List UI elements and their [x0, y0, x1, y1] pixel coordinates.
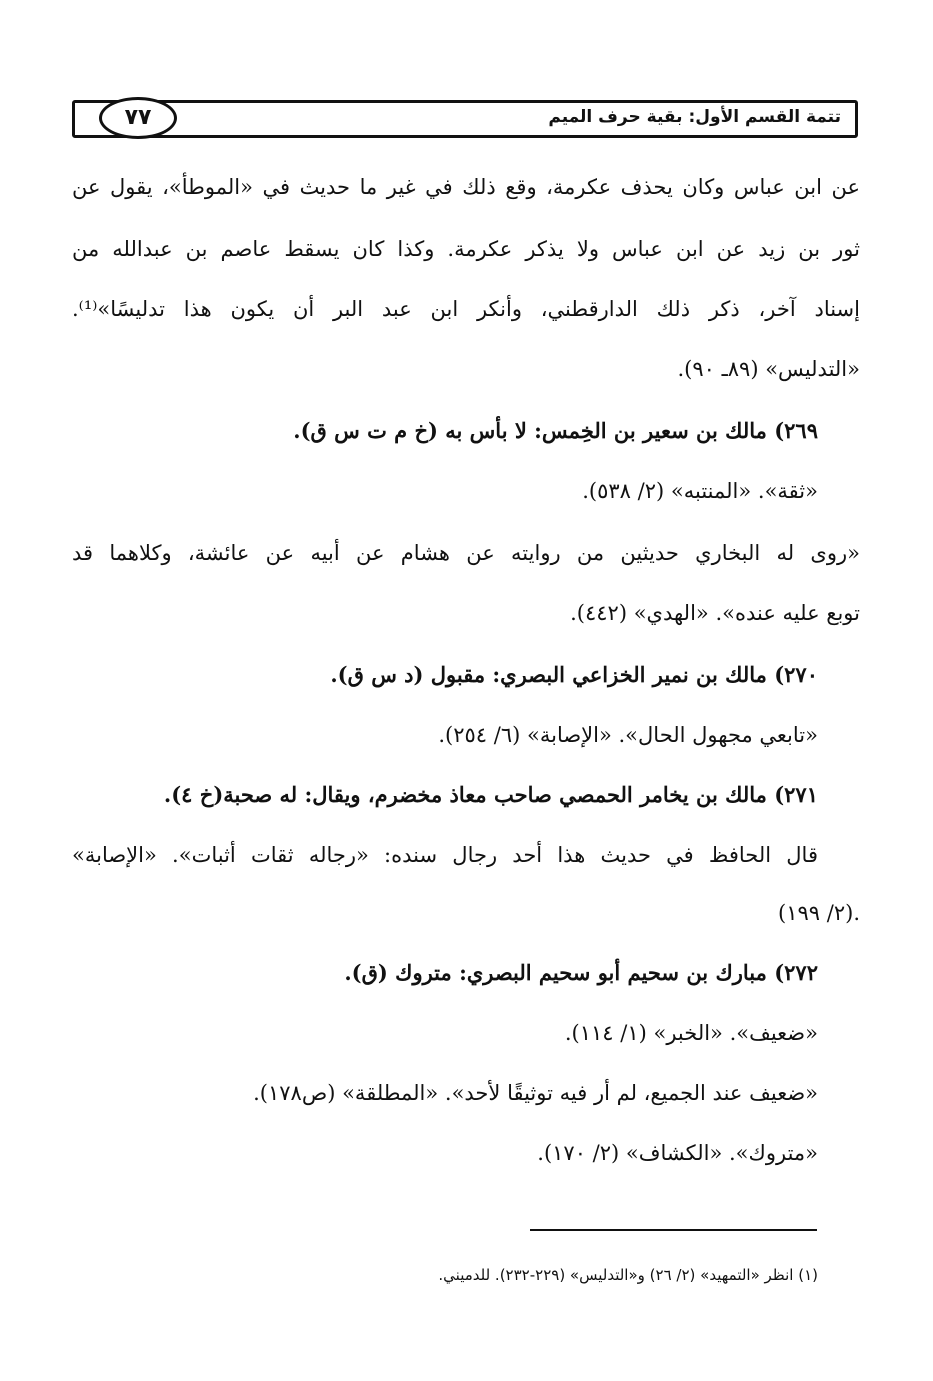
text-line: «ثقة». «المنتبه» (٢/ ٥٣٨). [582, 479, 818, 503]
text-line: «روى له البخاري حديثين من روايته عن هشام عن أبيه عن عائشة، وكلاهما قد [72, 541, 860, 565]
page-number-badge: ٧٧ [99, 97, 177, 139]
text-line: «ضعيف». «الخبر» (١/ ١١٤). [564, 1021, 818, 1045]
entry-heading-272: ٢٧٢) مبارك بن سحيم أبو سحيم البصري: متروك (ق). [344, 960, 818, 985]
text-line: إسناد آخر، ذكر ذلك الدارقطني، وأنكر ابن عبد البر أن يكون هذا تدليسًا»⁽¹⁾. [72, 297, 860, 321]
text-line: «ضعيف عند الجميع، لم أر فيه توثيقًا لأحد». «المطلقة» (ص١٧٨). [253, 1081, 818, 1105]
text-line: قال الحافظ في حديث هذا أحد رجال سنده: «رجاله ثقات أثبات». «الإصابة» [72, 843, 818, 867]
footnote: (١) انظر «التمهيد» (٢/ ٢٦) و«التدليس» (٢٢٩-٢٣٢). للدميني. [438, 1266, 818, 1284]
running-title: تتمة القسم الأول: بقية حرف الميم [548, 107, 841, 127]
entry-heading-269: ٢٦٩) مالك بن سعير بن الخِمس: لا بأس به (خ م ت س ق). [293, 418, 818, 443]
text-line: «متروك». «الكشاف» (٢/ ١٧٠). [537, 1141, 818, 1165]
page-header [72, 100, 858, 138]
text-line: (٢/ ١٩٩). [778, 901, 860, 925]
text-line: ثور بن زيد عن ابن عباس ولا يذكر عكرمة. وكذا كان يسقط عاصم بن عبدالله من [72, 237, 860, 261]
text-line: توبع عليه عنده». «الهدي» (٤٤٢). [570, 601, 860, 625]
text-line: «تابعي مجهول الحال». «الإصابة» (٦/ ٢٥٤). [438, 723, 818, 747]
text-line: «التدليس» (٨٩ـ ٩٠). [677, 357, 860, 381]
text-line: عن ابن عباس وكان يحذف عكرمة، وقع ذلك في غير ما حديث في «الموطأ»، يقول عن [72, 175, 861, 199]
entry-heading-270: ٢٧٠) مالك بن نمير الخزاعي البصري: مقبول (د س ق). [330, 662, 818, 687]
entry-heading-271: ٢٧١) مالك بن يخامر الحمصي صاحب معاذ مخضرم، ويقال: له صحبة(خ ٤). [163, 782, 818, 807]
footnote-divider [530, 1229, 817, 1231]
